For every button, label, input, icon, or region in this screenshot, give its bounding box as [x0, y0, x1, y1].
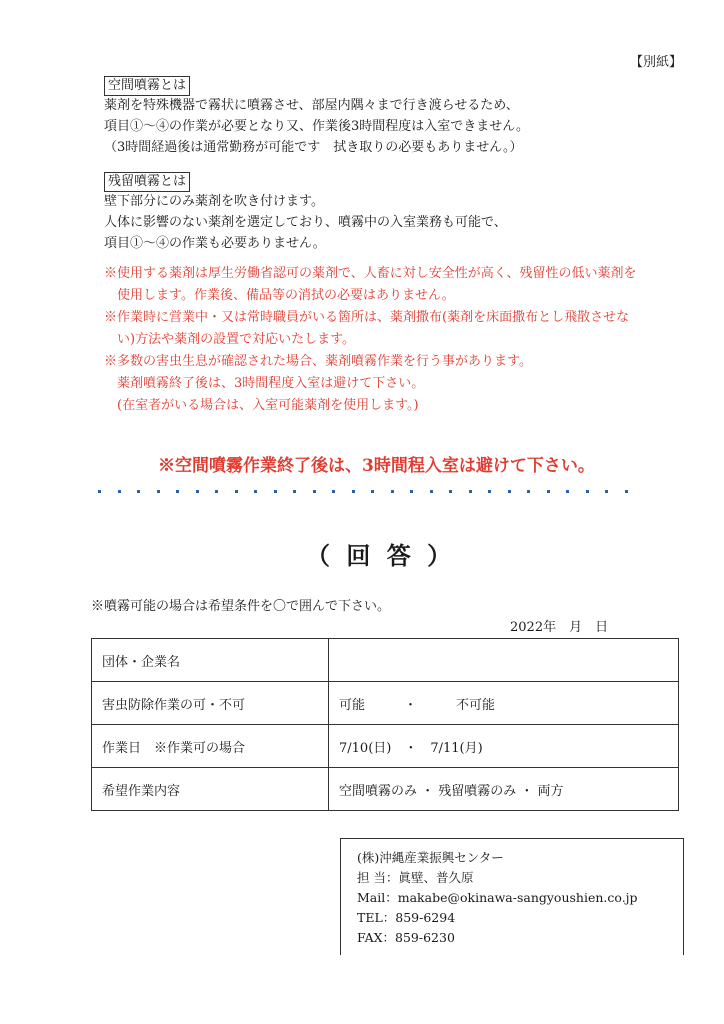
divider-dot	[547, 490, 550, 493]
note-line: 薬剤噴霧終了後は、3時間程度入室は避けて下さい。	[104, 376, 425, 391]
contact-mail: Mail：makabe@okinawa-sangyoushien.co.jp	[357, 890, 638, 905]
space-spray-line: 薬剤を特殊機器で霧状に噴霧させ、部屋内隅々まで行き渡らせるため、	[104, 98, 519, 113]
divider-dot	[215, 490, 218, 493]
note-line: ※使用する薬剤は厚生労働省認可の薬剤で、人畜に対し安全性が高く、残留性の低い薬剤を	[104, 266, 637, 281]
note-line: ※作業時に営業中・又は常時職員がいる箇所は、薬剤撒布(薬剤を床面撒布とし飛散させな	[104, 310, 630, 325]
residual-spray-line: 項目①～④の作業も必要ありません。	[104, 236, 326, 251]
table-row	[92, 682, 679, 725]
contact-box	[340, 838, 684, 955]
space-spray-heading: 空間噴霧とは	[104, 74, 190, 96]
table-row	[92, 725, 679, 768]
work-date-options[interactable]: 7/10(日) ・ 7/11(月)	[329, 725, 679, 768]
form-label: 害虫防除作業の可・不可	[92, 682, 329, 725]
attachment-tag: 【別紙】	[630, 55, 683, 70]
divider-dot	[157, 490, 160, 493]
divider-dot	[254, 490, 257, 493]
divider-dot	[410, 490, 413, 493]
divider-dot	[235, 490, 238, 493]
divider-dot	[118, 490, 121, 493]
space-spray-line: 項目①～④の作業が必要となり又、作業後3時間程度は入室できません。	[104, 119, 530, 134]
residual-spray-line: 人体に影響のない薬剤を選定しており、噴霧中の入室業務も可能で、	[104, 215, 507, 230]
divider-dot	[508, 490, 511, 493]
divider-dot	[527, 490, 530, 493]
divider-dot	[176, 490, 179, 493]
contact-company: (株)沖縄産業振興センター	[357, 850, 504, 865]
divider-dot	[469, 490, 472, 493]
divider-dot	[352, 490, 355, 493]
date-line: 2022年 月 日	[510, 620, 609, 635]
divider-dot	[449, 490, 452, 493]
divider-dot	[313, 490, 316, 493]
table-row	[92, 768, 679, 811]
answer-title: （ 回 答 ）	[306, 541, 456, 570]
contact-fax: FAX：859-6230	[357, 930, 455, 945]
availability-options[interactable]: 可能 ・ 不可能	[329, 682, 679, 725]
note-line: (在室者がいる場合は、入室可能薬剤を使用します。)	[104, 398, 419, 413]
form-label: 希望作業内容	[92, 768, 329, 811]
divider-dot	[605, 490, 608, 493]
table-row	[92, 639, 679, 682]
contact-tel: TEL：859-6294	[357, 910, 456, 925]
divider-dot	[196, 490, 199, 493]
divider-dot	[391, 490, 394, 493]
space-spray-line: （3時間経過後は通常勤務が可能です 拭き取りの必要もありません。）	[104, 140, 523, 155]
divider-dot	[293, 490, 296, 493]
contact-person: 担 当：眞壁、普久原	[357, 870, 474, 885]
work-type-options[interactable]: 空間噴霧のみ ・ 残留噴霧のみ ・ 両方	[329, 768, 679, 811]
reply-form-table	[91, 638, 679, 811]
residual-spray-heading: 残留噴霧とは	[104, 170, 190, 192]
divider-dot	[332, 490, 335, 493]
divider-dot	[566, 490, 569, 493]
divider-dot	[586, 490, 589, 493]
dotted-divider	[98, 490, 648, 496]
warning-banner: ※空間噴霧作業終了後は、3時間程入室は避けて下さい。	[158, 456, 595, 476]
divider-dot	[488, 490, 491, 493]
form-label: 団体・企業名	[92, 639, 329, 682]
divider-dot	[430, 490, 433, 493]
divider-dot	[137, 490, 140, 493]
company-name-field[interactable]	[329, 639, 679, 682]
note-line: ※多数の害虫生息が確認された場合、薬剤噴霧作業を行う事があります。	[104, 354, 532, 369]
note-line: い)方法や薬剤の設置で対応いたします。	[104, 332, 356, 347]
divider-dot	[274, 490, 277, 493]
divider-dot	[371, 490, 374, 493]
residual-spray-line: 壁下部分にのみ薬剤を吹き付けます。	[104, 194, 324, 209]
divider-dot	[625, 490, 628, 493]
note-line: 使用します。作業後、備品等の消拭の必要はありません。	[104, 288, 455, 303]
instruction-text: ※噴霧可能の場合は希望条件を〇で囲んで下さい。	[91, 599, 391, 614]
form-label: 作業日 ※作業可の場合	[92, 725, 329, 768]
divider-dot	[98, 490, 101, 493]
